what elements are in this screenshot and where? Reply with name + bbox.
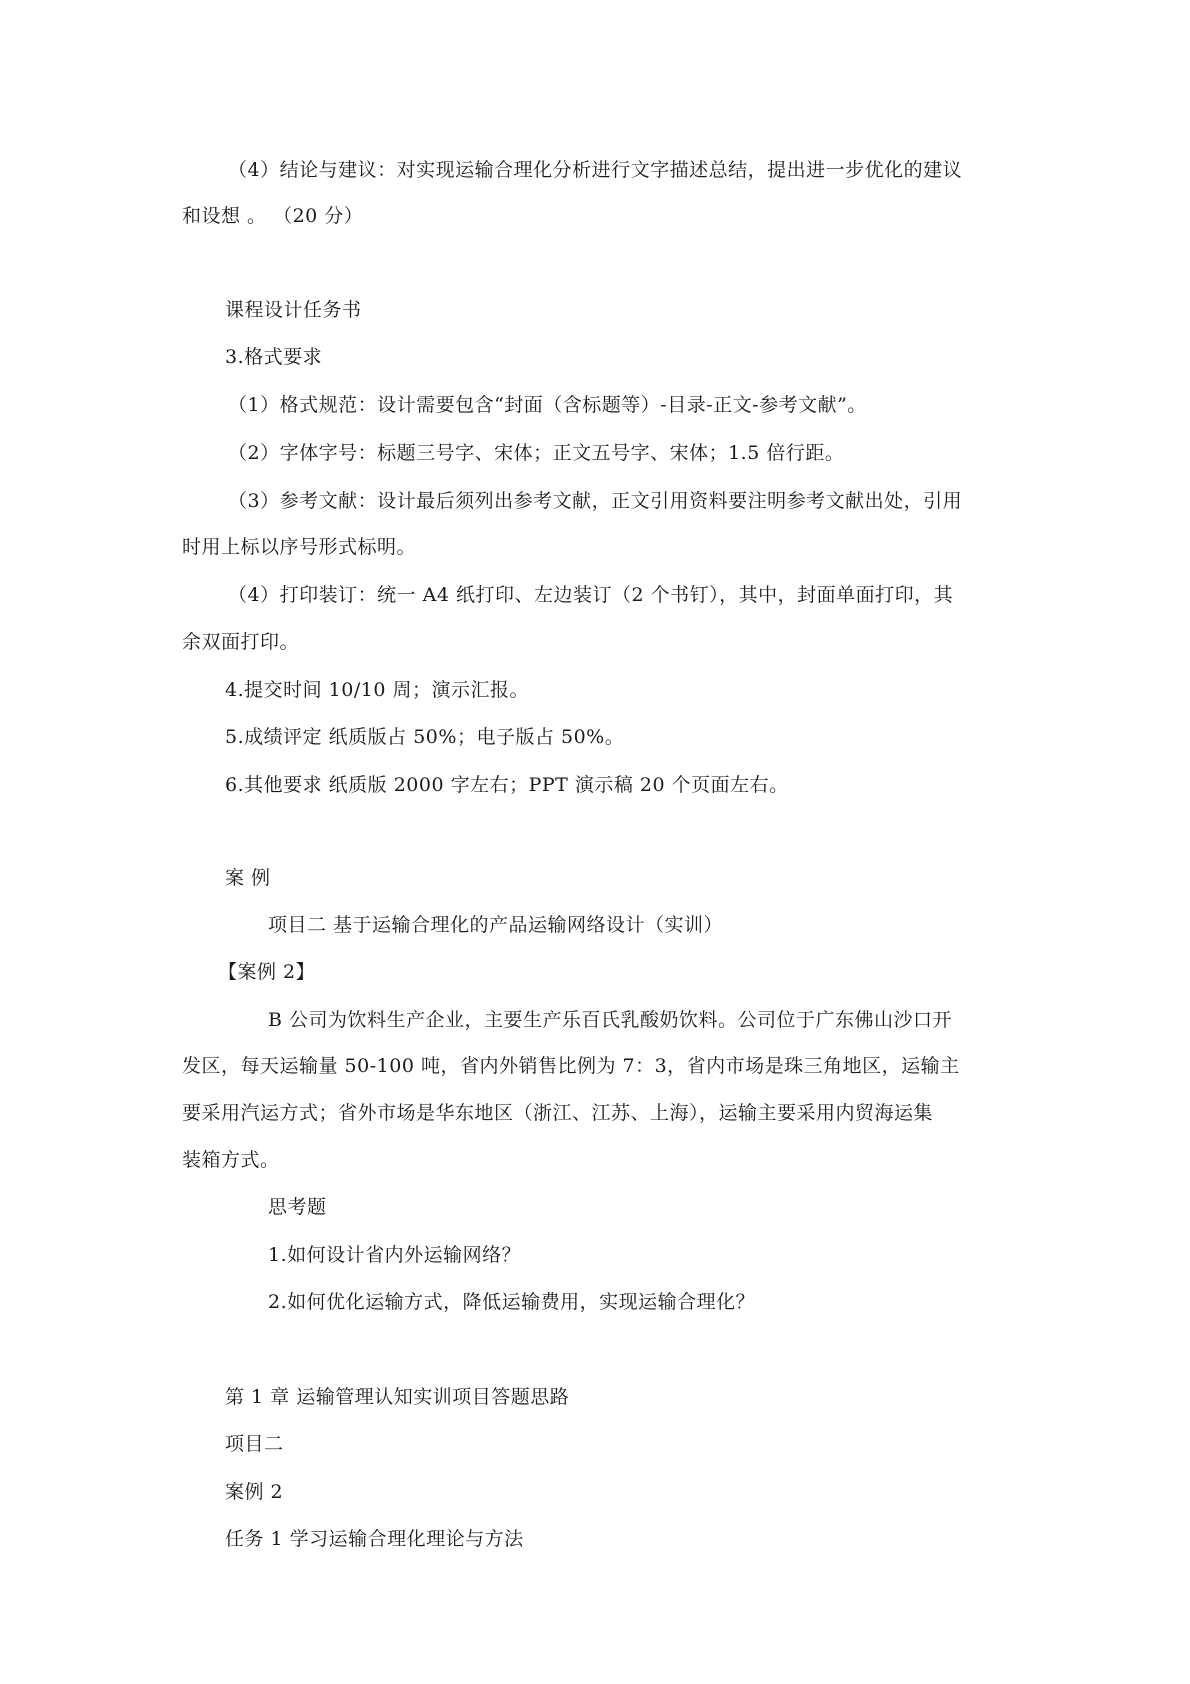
section-title-task-book: 课程设计任务书 [225, 299, 362, 321]
case-2-label: 【案例 2】 [218, 961, 316, 983]
chapter-1-heading: 第 1 章 运输管理认知实训项目答题思路 [225, 1386, 570, 1408]
conclusion-paragraph-line-2: 和设想 。 （20 分） [182, 205, 364, 227]
case-2-subheading: 案例 2 [225, 1481, 284, 1503]
format-requirements-heading: 3.格式要求 [225, 346, 323, 368]
case-paragraph-line-1: B 公司为饮料生产企业，主要生产乐百氏乳酸奶饮料。公司位于广东佛山沙口开 [268, 1009, 953, 1031]
other-requirements-item: 6.其他要求 纸质版 2000 字左右；PPT 演示稿 20 个页面左右。 [225, 774, 789, 796]
case-heading: 案 例 [225, 867, 271, 889]
printing-item-line-1: （4）打印装订：统一 A4 纸打印、左边装订（2 个书钉），其中，封面单面打印，其 [228, 584, 954, 606]
conclusion-paragraph-line-1: （4）结论与建议：对实现运输合理化分析进行文字描述总结，提出进一步优化的建议 [228, 159, 963, 181]
question-1: 1.如何设计省内外运输网络？ [268, 1244, 522, 1266]
printing-item-line-2: 余双面打印。 [182, 631, 300, 653]
project-two-label: 项目二 [225, 1433, 284, 1455]
submission-time-item: 4.提交时间 10/10 周；演示汇报。 [225, 679, 529, 701]
case-paragraph-line-3: 要采用汽运方式；省外市场是华东地区（浙江、江苏、上海），运输主要采用内贸海运集 [182, 1102, 934, 1124]
font-size-item: （2）字体字号：标题三号字、宋体；正文五号字、宋体；1.5 倍行距。 [228, 442, 845, 464]
references-item-line-2: 时用上标以序号形式标明。 [182, 536, 417, 558]
case-paragraph-line-2: 发区，每天运输量 50-100 吨，省内外销售比例为 7：3，省内市场是珠三角地区，运输主 [182, 1055, 960, 1077]
project-two-title: 项目二 基于运输合理化的产品运输网络设计（实训） [268, 914, 724, 936]
questions-heading: 思考题 [268, 1196, 327, 1218]
grading-item: 5.成绩评定 纸质版占 50%；电子版占 50%。 [225, 726, 625, 748]
question-2: 2.如何优化运输方式，降低运输费用，实现运输合理化？ [268, 1291, 756, 1313]
format-spec-item: （1）格式规范：设计需要包含“封面（含标题等）-目录-正文-参考文献”。 [228, 394, 867, 416]
task-1-heading: 任务 1 学习运输合理化理论与方法 [225, 1528, 524, 1550]
references-item-line-1: （3）参考文献：设计最后须列出参考文献，正文引用资料要注明参考文献出处，引用 [228, 490, 963, 512]
case-paragraph-line-4: 装箱方式。 [182, 1149, 280, 1171]
